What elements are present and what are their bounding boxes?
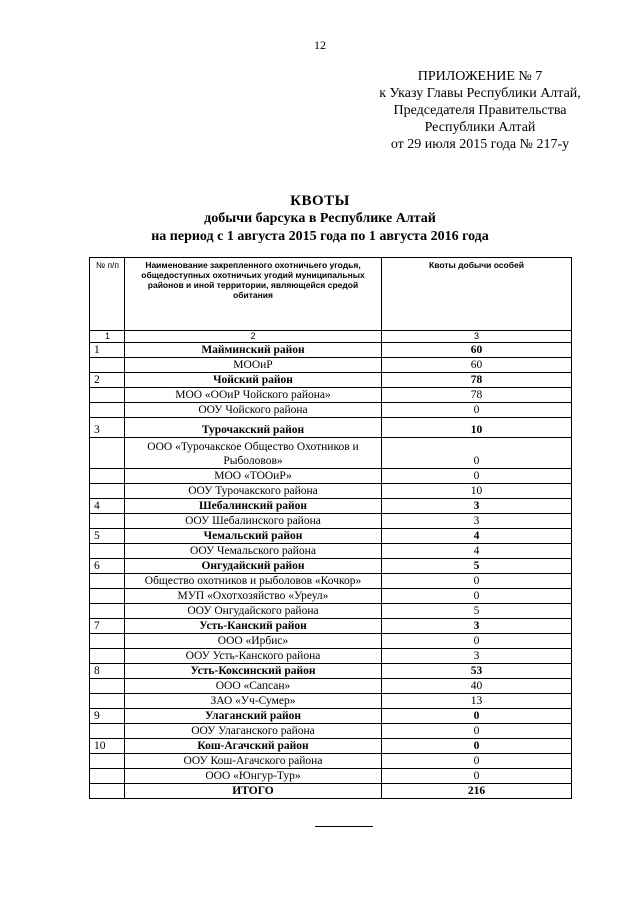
row-quota: 40 — [382, 679, 572, 694]
table-row — [90, 358, 572, 373]
quota-table — [89, 257, 572, 799]
row-name: ЗАО «Уч-Сумер» — [125, 694, 382, 709]
table-row — [90, 438, 572, 469]
region-row — [90, 619, 572, 634]
row-quota: 0 — [382, 769, 572, 784]
document-title — [0, 192, 640, 246]
row-name: ООО «Сапсан» — [125, 679, 382, 694]
row-name: ООУ Чемальского района — [125, 544, 382, 559]
row-name: ООУ Усть-Канского района — [125, 649, 382, 664]
row-quota: 60 — [382, 343, 572, 358]
row-number — [90, 469, 125, 484]
row-number: 3 — [90, 418, 125, 438]
appendix-line: ПРИЛОЖЕНИЕ № 7 — [417, 69, 543, 84]
row-number — [90, 604, 125, 619]
row-name: ООО «Ирбис» — [125, 634, 382, 649]
table-row — [90, 388, 572, 403]
row-number — [90, 574, 125, 589]
row-name: Чемальский район — [125, 529, 382, 544]
appendix-line: Республики Алтай — [424, 120, 536, 135]
page-number: 12 — [314, 38, 326, 52]
total-label: ИТОГО — [125, 784, 382, 799]
table-row — [90, 514, 572, 529]
column-number: 2 — [125, 331, 382, 343]
title-main: КВОТЫ — [290, 193, 350, 209]
row-number: 4 — [90, 499, 125, 514]
row-name: Онгудайский район — [125, 559, 382, 574]
row-name: ООО «Турочакское Общество Охотников и Рыболовов» — [125, 438, 382, 469]
row-name: Турочакский район — [125, 418, 382, 438]
table-row — [90, 544, 572, 559]
row-name: ООУ Чойского района — [125, 403, 382, 418]
region-row — [90, 739, 572, 754]
row-number — [90, 403, 125, 418]
row-quota: 13 — [382, 694, 572, 709]
row-name: МООиР — [125, 358, 382, 373]
row-number — [90, 589, 125, 604]
row-number: 1 — [90, 343, 125, 358]
row-quota: 0 — [382, 754, 572, 769]
title-period: на период с 1 августа 2015 года по 1 августа 2016 года — [151, 229, 489, 244]
region-row — [90, 418, 572, 438]
table-row — [90, 649, 572, 664]
table-row — [90, 403, 572, 418]
row-name: ООУ Онгудайского района — [125, 604, 382, 619]
row-number: 2 — [90, 373, 125, 388]
row-quota: 0 — [382, 438, 572, 469]
title-subtitle: добычи барсука в Республике Алтай — [204, 211, 436, 226]
footer-divider — [315, 826, 373, 827]
row-name: Усть-Канский район — [125, 619, 382, 634]
region-row — [90, 529, 572, 544]
row-quota: 10 — [382, 484, 572, 499]
appendix-line: к Указу Главы Республики Алтай, — [379, 86, 581, 101]
row-number: 6 — [90, 559, 125, 574]
region-row — [90, 664, 572, 679]
row-quota: 5 — [382, 559, 572, 574]
region-row — [90, 559, 572, 574]
table-row — [90, 469, 572, 484]
row-name: Улаганский район — [125, 709, 382, 724]
row-number — [90, 438, 125, 469]
table-row — [90, 484, 572, 499]
header-name: Наименование закрепленного охотничьего угодья, общедоступных охотничьих угодий муниципальных районов и иной территории, являющейся средой обитания — [125, 258, 382, 331]
row-name: Шебалинский район — [125, 499, 382, 514]
row-quota: 0 — [382, 634, 572, 649]
table-row — [90, 589, 572, 604]
row-number: 7 — [90, 619, 125, 634]
row-quota: 78 — [382, 373, 572, 388]
row-name: ООО «Юнгур-Тур» — [125, 769, 382, 784]
row-number: 9 — [90, 709, 125, 724]
row-quota: 3 — [382, 499, 572, 514]
table-row — [90, 724, 572, 739]
row-number — [90, 388, 125, 403]
region-row — [90, 343, 572, 358]
row-quota: 0 — [382, 724, 572, 739]
column-number-row — [90, 331, 572, 343]
row-quota: 5 — [382, 604, 572, 619]
row-quota: 0 — [382, 574, 572, 589]
row-quota: 0 — [382, 709, 572, 724]
region-row — [90, 709, 572, 724]
column-number: 1 — [90, 331, 125, 343]
appendix-line: Председателя Правительства — [393, 103, 567, 118]
row-name: МОО «ТООиР» — [125, 469, 382, 484]
row-number — [90, 694, 125, 709]
row-number: 5 — [90, 529, 125, 544]
row-quota: 3 — [382, 619, 572, 634]
row-quota: 0 — [382, 739, 572, 754]
region-row — [90, 373, 572, 388]
row-quota: 53 — [382, 664, 572, 679]
row-quota: 4 — [382, 544, 572, 559]
appendix-header — [300, 68, 640, 153]
row-quota: 78 — [382, 388, 572, 403]
table-row — [90, 634, 572, 649]
row-number — [90, 724, 125, 739]
total-value: 216 — [382, 784, 572, 799]
row-quota: 3 — [382, 649, 572, 664]
appendix-line: от 29 июля 2015 года № 217-у — [390, 137, 570, 152]
row-quota: 10 — [382, 418, 572, 438]
row-number: 10 — [90, 739, 125, 754]
header-num: № п/п — [90, 258, 125, 331]
row-quota: 0 — [382, 469, 572, 484]
table-row — [90, 604, 572, 619]
row-number — [90, 484, 125, 499]
row-name: МОО «ООиР Чойского района» — [125, 388, 382, 403]
row-number — [90, 679, 125, 694]
table-row — [90, 769, 572, 784]
row-name: Кош-Агачский район — [125, 739, 382, 754]
row-number — [90, 514, 125, 529]
row-number — [90, 769, 125, 784]
row-number — [90, 754, 125, 769]
table-row — [90, 574, 572, 589]
row-name: Общество охотников и рыболовов «Кочкор» — [125, 574, 382, 589]
row-quota: 3 — [382, 514, 572, 529]
row-name: Усть-Коксинский район — [125, 664, 382, 679]
row-number — [90, 649, 125, 664]
region-row — [90, 499, 572, 514]
total-num — [90, 784, 125, 799]
row-number — [90, 358, 125, 373]
row-quota: 60 — [382, 358, 572, 373]
table-row — [90, 679, 572, 694]
row-name: ООУ Улаганского района — [125, 724, 382, 739]
header-quota: Квоты добычи особей — [382, 258, 572, 331]
row-name: МУП «Охотхозяйство «Уреул» — [125, 589, 382, 604]
row-number: 8 — [90, 664, 125, 679]
row-number — [90, 634, 125, 649]
row-name: Майминский район — [125, 343, 382, 358]
row-number — [90, 544, 125, 559]
total-row — [90, 784, 572, 799]
row-name: ООУ Шебалинского района — [125, 514, 382, 529]
column-number: 3 — [382, 331, 572, 343]
table-row — [90, 694, 572, 709]
table-row — [90, 754, 572, 769]
row-name: ООУ Кош-Агачского района — [125, 754, 382, 769]
row-quota: 0 — [382, 589, 572, 604]
row-name: ООУ Турочакского района — [125, 484, 382, 499]
row-quota: 0 — [382, 403, 572, 418]
row-name: Чойский район — [125, 373, 382, 388]
table-header-row — [90, 258, 572, 331]
row-quota: 4 — [382, 529, 572, 544]
